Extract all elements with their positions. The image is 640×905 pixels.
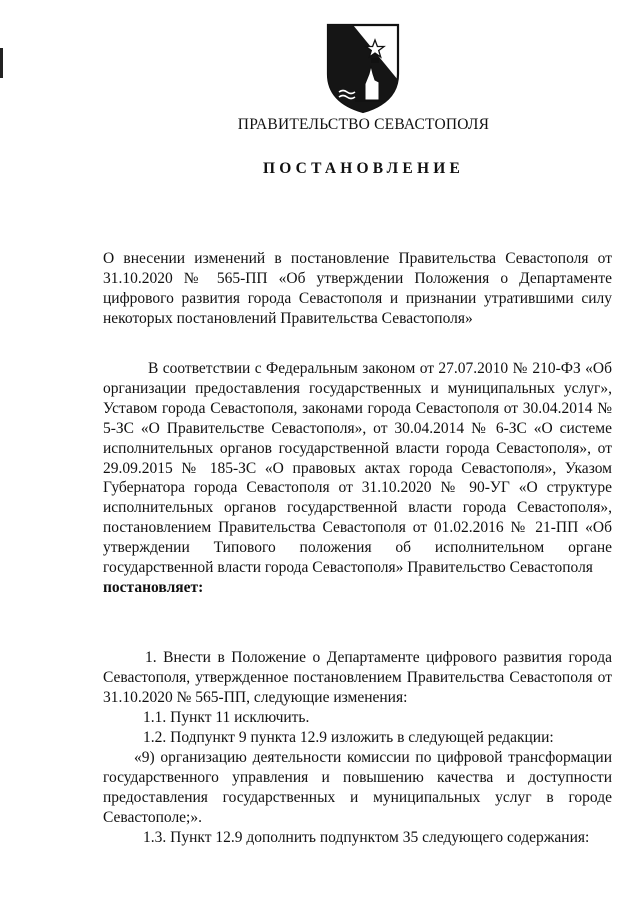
clause-1-1: 1.1. Пункт 11 исключить.: [143, 709, 310, 726]
sevastopol-coat-of-arms-icon: [325, 22, 401, 114]
preamble-text: В соответствии с Федеральным законом от 27.07.2010 № 210-ФЗ «Об организации предоставления государственных и муниципальных услуг», Уставом города Севастополя, законами города Севастополя от 30.04.2014 № 5-ЗС «О Правительстве Севастополя», от 30.04.2014 № 6-ЗС «О системе исполнительных органов государственной власти города Севастополя», от 29.09.2015 № 185-ЗС «О правовых актах города Севастополя», Указом Губернатора города Севастополя от 31.10.2020 № 90-УГ «О структуре исполнительных органов государственной власти города Севастополя», постановлением Правительства Севастополя от 01.02.2016 № 21-ПП «Об утверждении Типового положения об исполнительном органе государственной власти города Севастополя» Правительство Севастополя: [103, 360, 612, 577]
organization-title: ПРАВИТЕЛЬСТВО СЕВАСТОПОЛЯ: [237, 116, 490, 133]
scan-edge-mark: [0, 48, 3, 78]
clause-1: 1. Внести в Положение о Департаменте цифрового развития города Севастополя, утвержденное постановлением Правительства Севастополя от 31.10.2020 № 565-ПП, следующие изменения:: [103, 649, 612, 706]
document-subject: О внесении изменений в постановление Правительства Севастополя от 31.10.2020 № 565-ПП «Об утверждении Положения о Департаменте цифрового развития города Севастополя и признании утратившими силу некоторых постановлений Правительства Севастополя»: [103, 250, 612, 327]
resolves-word: постановляет:: [103, 578, 204, 596]
document-type-heading: ПОСТАНОВЛЕНИЕ: [262, 160, 465, 177]
clause-1-2: 1.2. Подпункт 9 пункта 12.9 изложить в следующей редакции:: [143, 729, 554, 746]
clause-1-3: 1.3. Пункт 12.9 дополнить подпунктом 35 следующего содержания:: [143, 829, 590, 846]
preamble-paragraph: [103, 359, 612, 598]
clause-1-2-quote: «9) организацию деятельности комиссии по цифровой трансформации государственного управления и повышению качества и доступности предоставления государственных и муниципальных услуг в городе Севастополе;».: [103, 749, 612, 826]
